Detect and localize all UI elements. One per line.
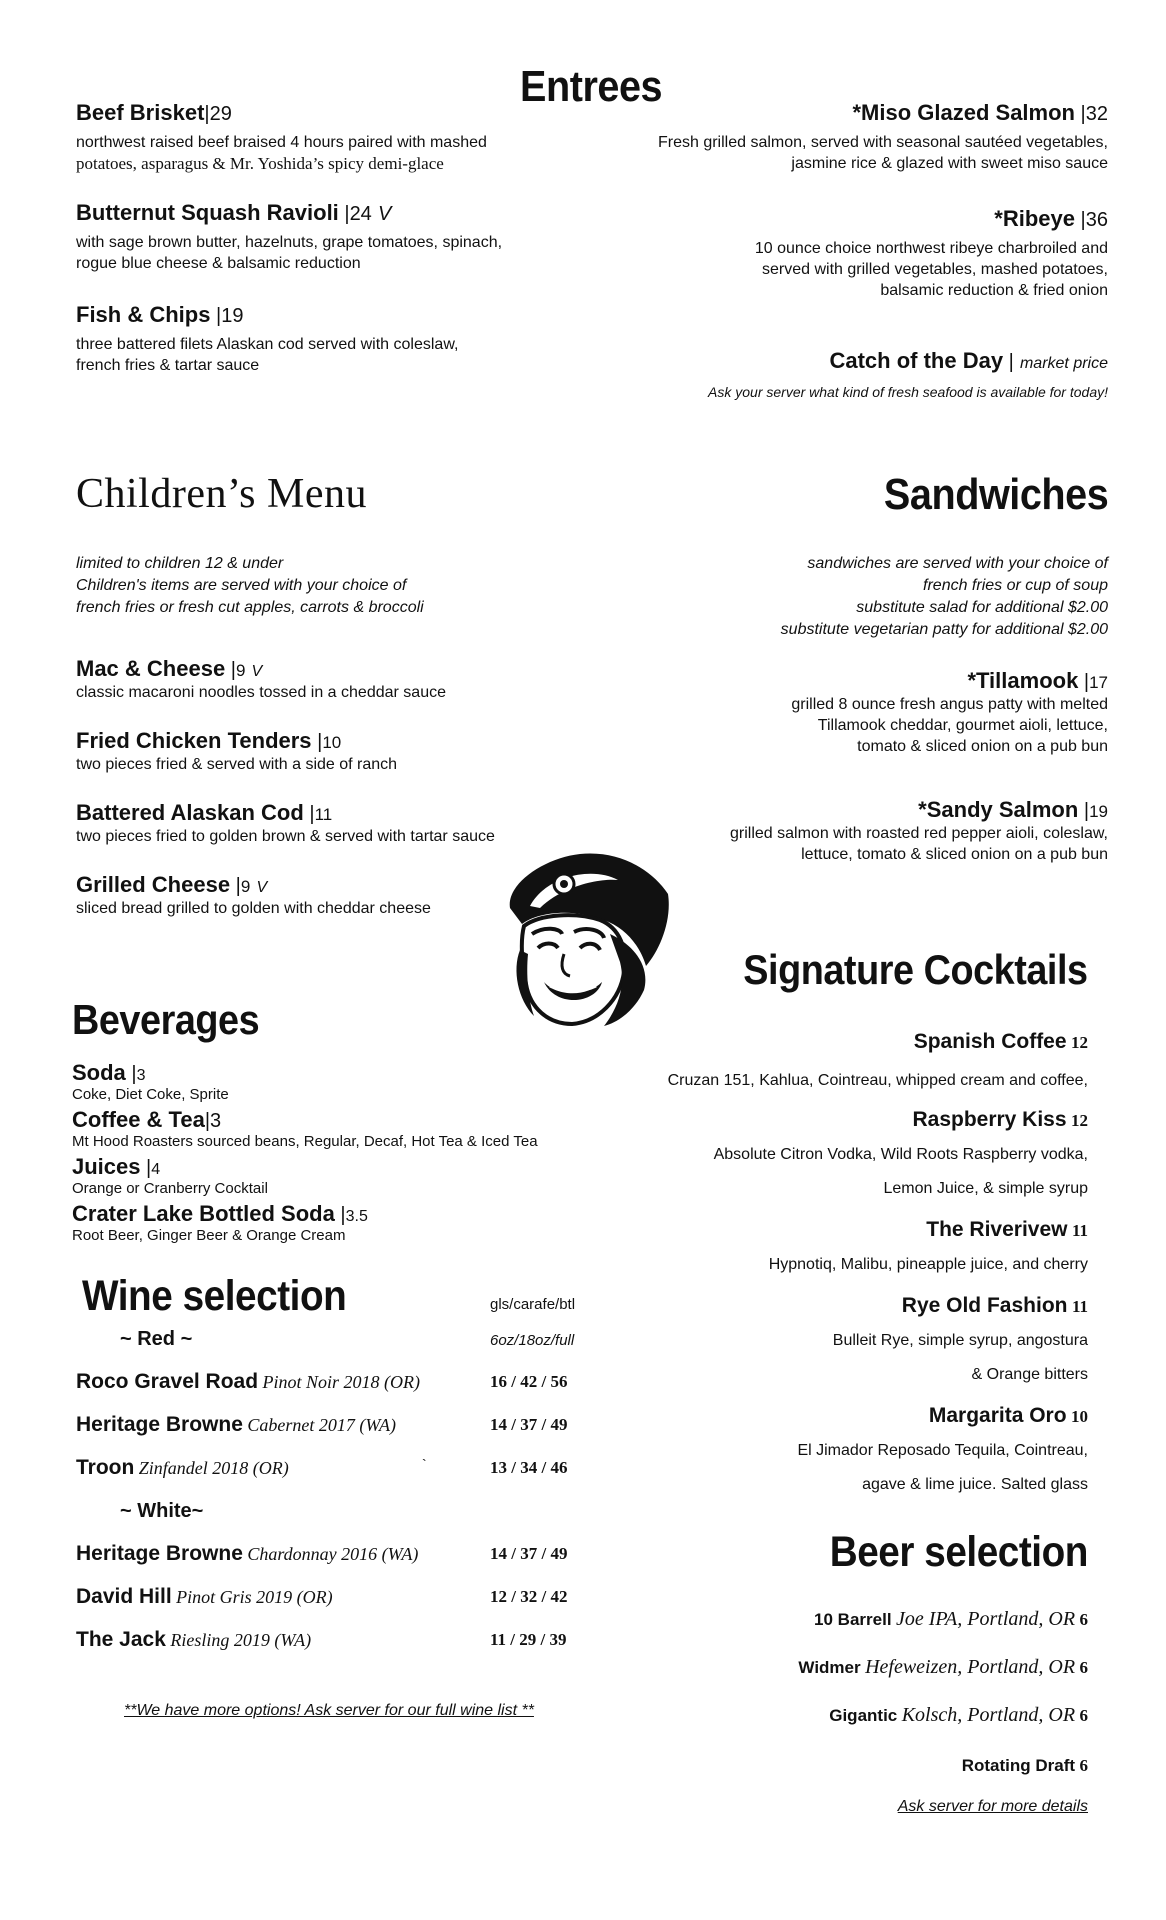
item-price: 9: [240, 877, 251, 896]
item-price: 29: [209, 103, 232, 125]
kids-fried-chicken-tenders: Fried Chicken Tenders |10 two pieces fried & served with a side of ranch: [76, 728, 398, 773]
beverages-title: Beverages: [72, 996, 260, 1043]
sandwiches-notes: sandwiches are served with your choice of french fries or cup of soup substitute salad for additional $2.00 substitute vegetarian patty for additional $2.00: [780, 555, 1108, 638]
beer-price: 6: [1079, 1658, 1088, 1677]
wine-varietal: Pinot Noir 2018 (OR): [262, 1372, 421, 1392]
beer-footer-note: Ask server for more details: [897, 1798, 1088, 1815]
wine-name: Troon: [76, 1456, 135, 1479]
beer-price: 6: [1079, 1706, 1088, 1725]
item-price: 3.5: [345, 1208, 368, 1225]
item-price: 17: [1089, 673, 1108, 692]
beer-price: 6: [1079, 1610, 1088, 1629]
signature-cocktails-title: Signature Cocktails: [743, 946, 1088, 993]
cocktail-margarita-oro: [797, 1404, 1088, 1502]
beer-style: Hefeweizen, Portland, OR: [865, 1656, 1076, 1678]
wine-prices: 14 / 37 / 49: [490, 1415, 568, 1434]
cocktail-description: & Orange bitters: [971, 1366, 1088, 1383]
kids-grilled-cheese: Grilled Cheese |9 V sliced bread grilled to golden with cheddar cheese: [76, 872, 431, 917]
wine-name: David Hill: [76, 1585, 172, 1608]
cocktail-price: 11: [1071, 1297, 1088, 1316]
item-name: Crater Lake Bottled Soda: [72, 1201, 335, 1226]
cocktail-name: Spanish Coffee: [913, 1030, 1067, 1053]
sandwich-sandy-salmon: *Sandy Salmon |19 grilled salmon with roasted red pepper aioli, coleslaw, lettuce, tomato & sliced onion on a pub bun: [730, 797, 1108, 863]
item-price: 3: [136, 1067, 146, 1084]
entree-fish-and-chips: Fish & Chips |19 three battered filets Alaskan cod served with coleslaw, french fries & tartar sauce: [76, 302, 459, 374]
item-name: Fish & Chips: [76, 302, 211, 327]
cocktail-description: El Jimador Reposado Tequila, Cointreau,: [797, 1442, 1088, 1459]
beer-selection-title: Beer selection: [829, 1528, 1088, 1576]
item-description: Fresh grilled salmon, served with seasonal sautéed vegetables,: [657, 134, 1108, 151]
item-price: 19: [1089, 802, 1108, 821]
item-description: rogue blue cheese & balsamic reduction: [76, 255, 361, 272]
wine-column-sizes: 6oz/18oz/full: [490, 1332, 575, 1349]
item-description: served with grilled vegetables, mashed potatoes,: [762, 261, 1108, 278]
item-name: *Miso Glazed Salmon: [852, 100, 1075, 125]
item-description: tomato & sliced onion on a pub bun: [857, 738, 1108, 755]
entree-miso-glazed-salmon: *Miso Glazed Salmon |32 Fresh grilled salmon, served with seasonal sautéed vegetables, jasmine rice & glazed with sweet miso sauce: [657, 100, 1108, 172]
entrees-title: Entrees: [520, 62, 663, 111]
beer-brand: Rotating Draft: [961, 1756, 1076, 1775]
wine-red-label: ~ Red ~: [120, 1328, 193, 1350]
beer-row: [798, 1656, 1088, 1679]
beer-brand: Widmer: [798, 1658, 861, 1677]
item-name: *Ribeye: [994, 206, 1075, 231]
cocktail-rye-old-fashion: [833, 1294, 1088, 1392]
item-description: balsamic reduction & fried onion: [880, 282, 1108, 299]
sandwiches-title: Sandwiches: [883, 470, 1108, 519]
item-price: 36: [1085, 209, 1108, 231]
wine-name: Heritage Browne: [76, 1413, 243, 1436]
entree-butternut-squash-ravioli: Butternut Squash Ravioli |24 V with sage brown butter, hazelnuts, grape tomatoes, spinach, rogue blue cheese & balsamic reduction: [76, 200, 503, 272]
wine-row: [76, 1456, 596, 1486]
item-name: Catch of the Day: [829, 348, 1004, 373]
item-name: Mac & Cheese: [76, 656, 226, 681]
item-description: grilled 8 ounce fresh angus patty with melted: [791, 696, 1108, 713]
cocktail-name: Raspberry Kiss: [912, 1108, 1067, 1131]
kids-mac-and-cheese: Mac & Cheese |9 V classic macaroni noodles tossed in a cheddar sauce: [76, 656, 446, 701]
wine-row: [76, 1585, 596, 1615]
item-price: 11: [314, 805, 333, 824]
item-name: *Sandy Salmon: [918, 797, 1079, 822]
cocktail-name: Rye Old Fashion: [901, 1294, 1068, 1317]
item-price: 3: [210, 1110, 222, 1132]
cocktail-price: 12: [1071, 1033, 1088, 1052]
cocktail-spanish-coffee: [668, 1030, 1088, 1098]
beverage-juices: Juices |4 Orange or Cranberry Cocktail: [72, 1154, 268, 1197]
item-description: Tillamook cheddar, gourmet aioli, lettuce,: [817, 717, 1108, 734]
entree-ribeye: *Ribeye |36 10 ounce choice northwest ribeye charbroiled and served with grilled vegetables, mashed potatoes, balsamic reduction & fried onion: [754, 206, 1108, 299]
cocktail-price: 12: [1071, 1111, 1088, 1130]
item-description: Mt Hood Roasters sourced beans, Regular, Decaf, Hot Tea & Iced Tea: [72, 1133, 538, 1150]
item-name: Soda: [72, 1060, 126, 1085]
wine-row: [76, 1370, 596, 1400]
wine-varietal: Pinot Gris 2019 (OR): [176, 1587, 333, 1607]
item-price: 32: [1085, 103, 1108, 125]
wine-prices: 12 / 32 / 42: [490, 1587, 568, 1606]
item-name: *Tillamook: [967, 668, 1079, 693]
item-description: Orange or Cranberry Cocktail: [72, 1180, 268, 1197]
wine-varietal: Riesling 2019 (WA): [170, 1630, 312, 1650]
beverage-coffee-and-tea: Coffee & Tea|3 Mt Hood Roasters sourced beans, Regular, Decaf, Hot Tea & Iced Tea: [72, 1107, 538, 1150]
cocktail-name: Margarita Oro: [928, 1404, 1067, 1427]
wine-varietal: Cabernet 2017 (WA): [247, 1415, 397, 1435]
wine-prices: 11 / 29 / 39: [490, 1630, 567, 1649]
item-description: jasmine rice & glazed with sweet miso sauce: [791, 155, 1108, 172]
wine-varietal: Chardonnay 2016 (WA): [247, 1544, 419, 1564]
item-name: Coffee & Tea: [72, 1107, 205, 1132]
beer-brand: 10 Barrell: [814, 1610, 892, 1629]
item-name: Grilled Cheese: [76, 872, 231, 897]
wine-row: [76, 1542, 596, 1572]
item-price: 9: [235, 661, 246, 680]
beverage-crater-lake-soda: Crater Lake Bottled Soda |3.5 Root Beer, Ginger Beer & Orange Cream: [72, 1201, 368, 1244]
item-description: classic macaroni noodles tossed in a cheddar sauce: [76, 684, 446, 701]
kids-battered-alaskan-cod: Battered Alaskan Cod |11 two pieces fried to golden brown & served with tartar sauce: [76, 800, 495, 845]
item-description: lettuce, tomato & sliced onion on a pub bun: [801, 846, 1108, 863]
wine-prices: 16 / 42 / 56: [490, 1372, 568, 1391]
vegetarian-mark: V: [377, 203, 392, 225]
sandwich-tillamook: *Tillamook |17 grilled 8 ounce fresh angus patty with melted Tillamook cheddar, gourmet aioli, lettuce, tomato & sliced onion on a pub bun: [791, 668, 1108, 755]
cocktail-the-riverivew: [769, 1218, 1088, 1282]
item-description: Ask your server what kind of fresh seafood is available for today!: [708, 384, 1108, 400]
wine-prices: 14 / 37 / 49: [490, 1544, 568, 1563]
cocktail-price: 11: [1071, 1221, 1088, 1240]
cocktail-description: Absolute Citron Vodka, Wild Roots Raspberry vodka,: [713, 1146, 1088, 1163]
beer-row: [962, 1754, 1088, 1777]
cocktail-description: Lemon Juice, & simple syrup: [883, 1180, 1088, 1197]
wine-name: The Jack: [76, 1628, 166, 1651]
cocktail-description: Cruzan 151, Kahlua, Cointreau, whipped cream and coffee,: [667, 1072, 1088, 1089]
cowboy-mascot-logo: [500, 850, 672, 1030]
entree-catch-of-the-day: Catch of the Day | market price Ask your server what kind of fresh seafood is available for today!: [708, 348, 1108, 403]
item-price: 10: [322, 733, 342, 752]
item-name: Juices: [72, 1154, 141, 1179]
item-description: sliced bread grilled to golden with cheddar cheese: [76, 900, 431, 917]
beer-brand: Gigantic: [829, 1706, 898, 1725]
item-description: three battered filets Alaskan cod served with coleslaw,: [76, 336, 459, 353]
beer-price: 6: [1079, 1756, 1088, 1775]
wine-row: [76, 1628, 596, 1658]
wine-name: Roco Gravel Road: [76, 1370, 259, 1393]
entree-beef-brisket: Beef Brisket|29 northwest raised beef braised 4 hours paired with mashed potatoes, asparagus & Mr. Yoshida’s spicy demi-glace: [76, 100, 487, 173]
beer-row: [829, 1704, 1088, 1727]
item-description: with sage brown butter, hazelnuts, grape tomatoes, spinach,: [76, 234, 503, 251]
item-price: 4: [151, 1161, 161, 1178]
item-name: Battered Alaskan Cod: [76, 800, 304, 825]
cocktail-description: agave & lime juice. Salted glass: [862, 1476, 1088, 1493]
childrens-notes: limited to children 12 & under Children's items are served with your choice of french fries or fresh cut apples, carrots & broccoli: [76, 555, 424, 616]
vegetarian-mark: V: [251, 663, 263, 680]
item-description: potatoes, asparagus & Mr. Yoshida’s spicy demi-glace: [76, 154, 444, 173]
item-description: two pieces fried to golden brown & served with tartar sauce: [76, 828, 495, 845]
beer-style: Joe IPA, Portland, OR: [896, 1608, 1076, 1630]
item-description: 10 ounce choice northwest ribeye charbroiled and: [754, 240, 1108, 257]
wine-footer-note: **We have more options! Ask server for our full wine list **: [124, 1702, 534, 1719]
cocktail-price: 10: [1071, 1407, 1088, 1426]
cocktail-description: Bulleit Rye, simple syrup, angostura: [832, 1332, 1088, 1349]
item-price: 24: [349, 203, 372, 225]
beer-style: Kolsch, Portland, OR: [901, 1704, 1076, 1726]
item-description: two pieces fried & served with a side of ranch: [76, 756, 398, 773]
wine-selection-title: Wine selection: [82, 1272, 347, 1320]
item-name: Fried Chicken Tenders: [76, 728, 312, 753]
stray-mark: `: [422, 1456, 427, 1472]
cowboy-mascot-icon: [500, 850, 672, 1030]
item-description: french fries & tartar sauce: [76, 357, 260, 374]
cocktail-raspberry-kiss: [714, 1108, 1088, 1206]
wine-varietal: Zinfandel 2018 (OR): [138, 1458, 289, 1478]
wine-white-label: ~ White~: [120, 1500, 204, 1522]
item-price: market price: [1019, 355, 1108, 372]
vegetarian-mark: V: [256, 879, 268, 896]
item-description: Root Beer, Ginger Beer & Orange Cream: [72, 1227, 346, 1244]
item-price: 19: [221, 305, 244, 327]
cocktail-name: The Riverivew: [926, 1218, 1068, 1241]
beverage-soda: Soda |3 Coke, Diet Coke, Sprite: [72, 1060, 229, 1103]
item-name: Beef Brisket: [76, 100, 205, 125]
wine-column-header: gls/carafe/btl: [490, 1296, 576, 1313]
cocktail-description: Hypnotiq, Malibu, pineapple juice, and cherry: [768, 1256, 1088, 1273]
wine-name: Heritage Browne: [76, 1542, 243, 1565]
item-description: Coke, Diet Coke, Sprite: [72, 1086, 229, 1103]
wine-prices: 13 / 34 / 46: [490, 1458, 568, 1477]
item-description: grilled salmon with roasted red pepper aioli, coleslaw,: [730, 825, 1108, 842]
beer-row: [814, 1608, 1088, 1631]
item-name: Butternut Squash Ravioli: [76, 200, 339, 225]
wine-row: [76, 1413, 596, 1443]
item-description: northwest raised beef braised 4 hours paired with mashed: [76, 134, 487, 151]
childrens-menu-title: Children’s Menu: [76, 471, 367, 517]
